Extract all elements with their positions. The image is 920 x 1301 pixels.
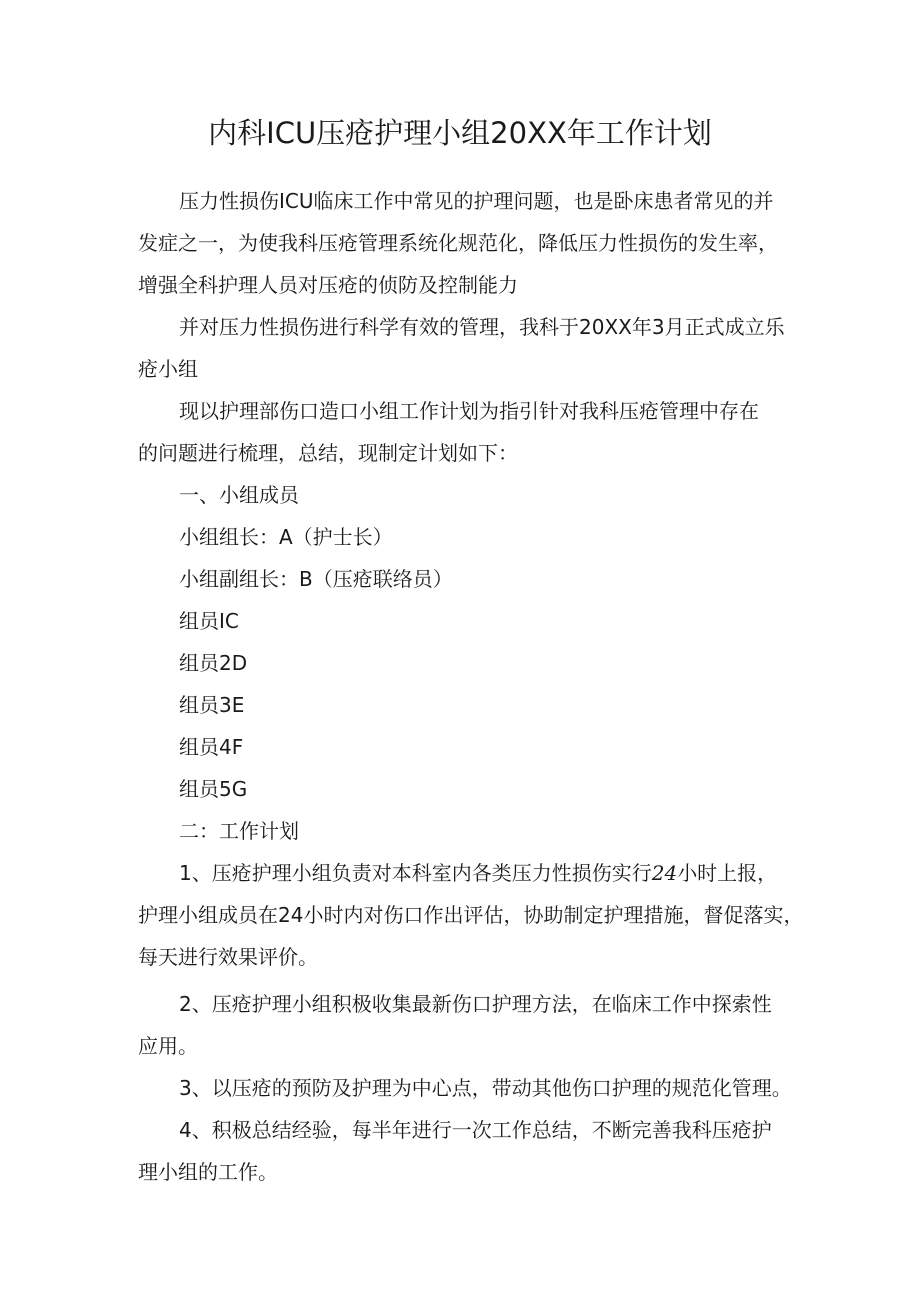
group-leader: 小组组长：A（护士长） <box>179 525 393 549</box>
para3-line-1: 现以护理部伤口造口小组工作计划为指引针对我科压疮管理中存在 <box>179 399 759 423</box>
group-member: 组员4F <box>179 735 244 759</box>
plan-item-4-line-1: 4、积极总结经验，每半年进行一次工作总结，不断完善我科压疮护 <box>179 1118 772 1142</box>
plan-item-1-line-2: 护理小组成员在24小时内对伤口作出评估，协助制定护理措施，督促落实， <box>138 903 804 927</box>
group-member: 组员2D <box>179 651 248 675</box>
group-member: 组员3E <box>179 693 245 717</box>
group-member: 组员5G <box>179 777 248 801</box>
plan-item-4-line-2: 理小组的工作。 <box>138 1160 278 1184</box>
section2-heading: 二：工作计划 <box>179 819 299 843</box>
para2-line-2: 疮小组 <box>138 357 198 381</box>
plan-item-2-line-2: 应用。 <box>138 1034 198 1058</box>
group-vice-leader: 小组副组长：B（压疮联络员） <box>179 567 453 591</box>
plan-item-1-line-1 <box>179 859 777 887</box>
intro-line-1: 压力性损伤ICU临床工作中常见的护理问题，也是卧床患者常见的并 <box>179 189 774 213</box>
section1-heading: 一、小组成员 <box>179 483 299 507</box>
plan-item-1-line-3: 每天进行效果评价。 <box>138 945 318 969</box>
document-title: 内科ICU压疮护理小组20XX年工作计划 <box>208 116 712 150</box>
intro-line-3: 增强全科护理人员对压疮的侦防及控制能力 <box>138 273 518 297</box>
plan-item-1-text-b: 小时上报， <box>677 861 778 885</box>
intro-line-2: 发症之一，为使我科压疮管理系统化规范化，降低压力性损伤的发生率， <box>138 231 778 255</box>
plan-item-1-hours: 24 <box>651 861 678 885</box>
plan-item-3-line-1: 3、以压疮的预防及护理为中心点，带动其他伤口护理的规范化管理。 <box>179 1076 792 1100</box>
plan-item-2-line-1: 2、压疮护理小组积极收集最新伤口护理方法，在临床工作中探索性 <box>179 992 772 1016</box>
group-member: 组员IC <box>179 609 239 633</box>
plan-item-1-text-a: 1、压疮护理小组负责对本科室内各类压力性损伤实行 <box>179 861 652 885</box>
para3-line-2: 的问题进行梳理，总结，现制定计划如下： <box>138 441 518 465</box>
para2-line-1: 并对压力性损伤进行科学有效的管理，我科于20XX年3月正式成立乐 <box>179 315 785 339</box>
